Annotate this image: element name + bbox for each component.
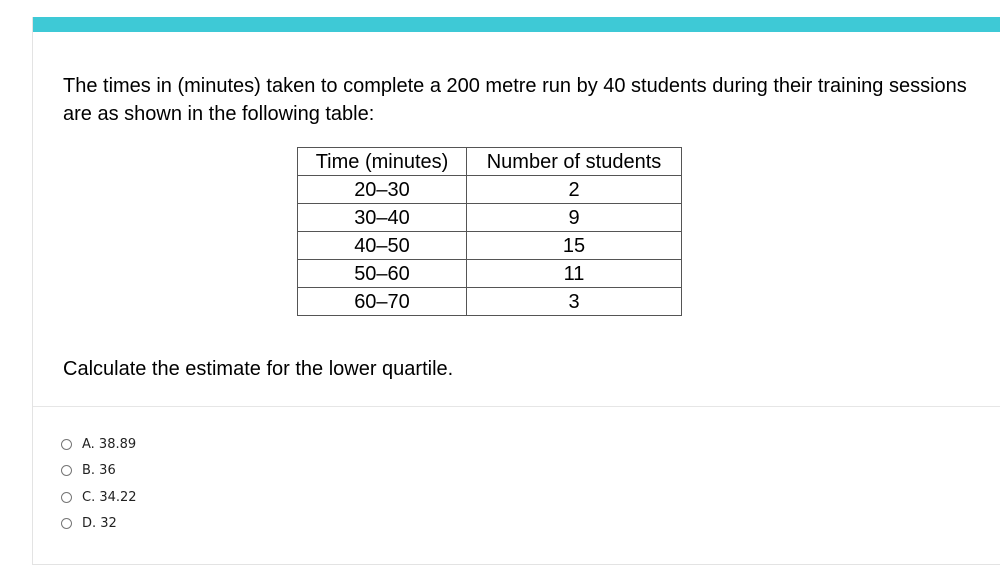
radio-button-c[interactable] (61, 492, 72, 503)
column-header-students: Number of students (467, 148, 682, 176)
option-c[interactable] (61, 484, 137, 511)
question-prompt: Calculate the estimate for the lower quartile. (63, 358, 454, 380)
question-text: The times in (minutes) taken to complete a 200 metre run by 40 students during their training sessions are as shown in the following table: (63, 75, 967, 125)
radio-button-b[interactable] (61, 465, 72, 476)
answer-options (61, 431, 137, 537)
count-cell: 11 (467, 260, 682, 288)
count-cell: 9 (467, 204, 682, 232)
column-header-time: Time (minutes) (298, 148, 467, 176)
count-cell: 15 (467, 232, 682, 260)
time-cell: 20–30 (298, 176, 467, 204)
table-row (298, 176, 682, 204)
option-d-label[interactable]: D. 32 (82, 516, 117, 532)
radio-button-d[interactable] (61, 518, 72, 529)
option-b-label[interactable]: B. 36 (82, 463, 116, 479)
time-cell: 40–50 (298, 232, 467, 260)
option-a-label[interactable]: A. 38.89 (82, 436, 137, 452)
table-row (298, 288, 682, 316)
accent-bar (33, 17, 1000, 32)
option-b[interactable] (61, 458, 137, 485)
time-cell: 60–70 (298, 288, 467, 316)
time-cell: 30–40 (298, 204, 467, 232)
table-row (298, 232, 682, 260)
option-c-label[interactable]: C. 34.22 (82, 489, 137, 505)
question-card (32, 17, 1000, 565)
divider (33, 406, 1000, 407)
table-row (298, 204, 682, 232)
radio-button-a[interactable] (61, 439, 72, 450)
count-cell: 2 (467, 176, 682, 204)
table-header-row (298, 148, 682, 176)
frequency-table (297, 147, 682, 316)
option-a[interactable] (61, 431, 137, 458)
count-cell: 3 (467, 288, 682, 316)
time-cell: 50–60 (298, 260, 467, 288)
table-row (298, 260, 682, 288)
option-d[interactable] (61, 511, 137, 538)
